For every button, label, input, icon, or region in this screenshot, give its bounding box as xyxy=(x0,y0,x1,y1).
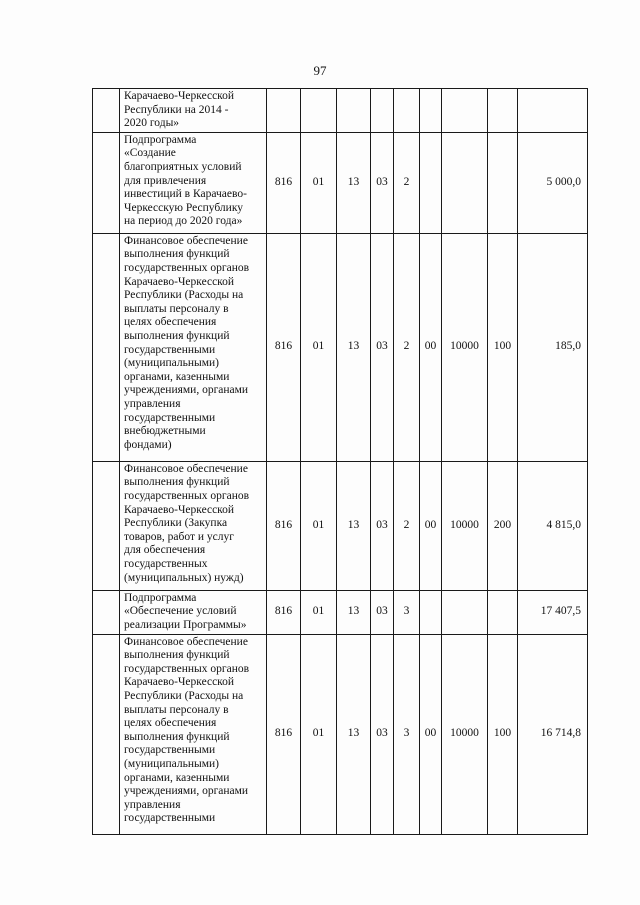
target-item-cell: 10000 xyxy=(442,634,488,834)
expense-type-cell: 200 xyxy=(488,461,518,590)
description-line: Подпрограмма xyxy=(124,133,197,146)
description-line: государственных органов xyxy=(124,489,250,502)
description-line: государственными xyxy=(124,744,216,757)
target-item-cell: 10000 xyxy=(442,233,488,461)
target-subprogram-cell: 3 xyxy=(394,634,420,834)
subsection-code-cell: 13 xyxy=(337,590,371,634)
row-number-cell xyxy=(93,89,120,133)
target-program-cell: 03 xyxy=(371,461,394,590)
description-line: Финансовое обеспечение xyxy=(124,234,248,247)
ved-code-cell: 816 xyxy=(267,461,301,590)
description-line: выполнения функций xyxy=(124,248,230,261)
target-direction-cell xyxy=(420,590,442,634)
target-direction-cell xyxy=(420,132,442,233)
target-direction-cell: 00 xyxy=(420,233,442,461)
description-line: выплаты персоналу в xyxy=(124,302,229,315)
description-line: государственных органов xyxy=(124,662,250,675)
description-line: целях обеспечения xyxy=(124,717,217,730)
description-cell xyxy=(120,590,267,634)
description-line: Республики на 2014 - xyxy=(124,103,229,116)
target-subprogram-cell: 3 xyxy=(394,590,420,634)
target-direction-cell xyxy=(420,89,442,133)
description-line: (муниципальными) xyxy=(124,357,219,370)
table-row xyxy=(93,132,588,233)
description-line: для обеспечения xyxy=(124,544,206,557)
description-line: благоприятных условий xyxy=(124,160,242,173)
description-line: Финансовое обеспечение xyxy=(124,635,248,648)
description-line: выполнения функций xyxy=(124,649,230,662)
description-cell xyxy=(120,461,267,590)
subsection-code-cell xyxy=(337,89,371,133)
description-line: Республики (Закупка xyxy=(124,517,228,530)
description-line: выполнения функций xyxy=(124,476,230,489)
description-line: выплаты персоналу в xyxy=(124,703,229,716)
target-item-cell xyxy=(442,132,488,233)
description-line: товаров, работ и услуг xyxy=(124,530,234,543)
target-program-cell: 03 xyxy=(371,233,394,461)
row-number-cell xyxy=(93,233,120,461)
description-line: Карачаево-Черкесской xyxy=(124,275,235,288)
table-row xyxy=(93,233,588,461)
amount-cell: 185,0 xyxy=(518,233,588,461)
row-number-cell xyxy=(93,634,120,834)
description-cell xyxy=(120,634,267,834)
subsection-code-cell: 13 xyxy=(337,461,371,590)
description-line: государственными xyxy=(124,343,216,356)
subsection-code-cell: 13 xyxy=(337,233,371,461)
target-program-cell: 03 xyxy=(371,634,394,834)
description-line: Республики (Расходы на xyxy=(124,689,244,702)
table-row xyxy=(93,461,588,590)
description-line: Финансовое обеспечение xyxy=(124,462,248,475)
section-code-cell: 01 xyxy=(301,233,337,461)
description-line: фондами) xyxy=(124,438,172,451)
target-direction-cell: 00 xyxy=(420,634,442,834)
table-row xyxy=(93,634,588,834)
expense-type-cell: 100 xyxy=(488,634,518,834)
target-item-cell xyxy=(442,89,488,133)
target-subprogram-cell xyxy=(394,89,420,133)
description-line: на период до 2020 года» xyxy=(124,215,243,228)
amount-cell: 17 407,5 xyxy=(518,590,588,634)
description-line: управления xyxy=(124,798,181,811)
ved-code-cell: 816 xyxy=(267,132,301,233)
description-line: государственными xyxy=(124,812,216,825)
description-line: Республики (Расходы на xyxy=(124,289,244,302)
description-line: целях обеспечения xyxy=(124,316,217,329)
subsection-code-cell: 13 xyxy=(337,634,371,834)
target-program-cell: 03 xyxy=(371,590,394,634)
description-line: Карачаево-Черкесской xyxy=(124,90,235,102)
section-code-cell: 01 xyxy=(301,461,337,590)
description-line: выполнения функций xyxy=(124,329,230,342)
expense-type-cell xyxy=(488,590,518,634)
description-line: 2020 годы» xyxy=(124,117,180,130)
description-line: учреждениями, органами xyxy=(124,384,249,397)
subsection-code-cell: 13 xyxy=(337,132,371,233)
amount-cell: 5 000,0 xyxy=(518,132,588,233)
description-line: управления xyxy=(124,397,181,410)
section-code-cell: 01 xyxy=(301,590,337,634)
section-code-cell: 01 xyxy=(301,132,337,233)
target-direction-cell: 00 xyxy=(420,461,442,590)
description-line: «Создание xyxy=(124,147,176,160)
page-number: 97 xyxy=(313,63,327,78)
description-line: органами, казенными xyxy=(124,771,230,784)
row-number-cell xyxy=(93,132,120,233)
target-program-cell xyxy=(371,89,394,133)
expense-type-cell xyxy=(488,132,518,233)
target-subprogram-cell: 2 xyxy=(394,132,420,233)
target-subprogram-cell: 2 xyxy=(394,233,420,461)
row-number-cell xyxy=(93,461,120,590)
description-line: учреждениями, органами xyxy=(124,785,249,798)
description-line: внебюджетными xyxy=(124,425,206,438)
description-line: «Обеспечение условий xyxy=(124,605,237,618)
description-line: (муниципальными) xyxy=(124,757,219,770)
ved-code-cell xyxy=(267,89,301,133)
ved-code-cell: 816 xyxy=(267,590,301,634)
ved-code-cell: 816 xyxy=(267,233,301,461)
target-item-cell: 10000 xyxy=(442,461,488,590)
budget-table xyxy=(92,88,588,835)
description-cell xyxy=(120,89,267,133)
description-line: выполнения функций xyxy=(124,730,230,743)
expense-type-cell: 100 xyxy=(488,233,518,461)
table-row xyxy=(93,590,588,634)
amount-cell xyxy=(518,89,588,133)
description-line: органами, казенными xyxy=(124,370,230,383)
target-item-cell xyxy=(442,590,488,634)
description-line: для привлечения xyxy=(124,174,207,187)
table-row xyxy=(93,89,588,133)
amount-cell: 4 815,0 xyxy=(518,461,588,590)
description-line: инвестиций в Карачаево- xyxy=(124,188,247,201)
description-line: Черкесскую Республику xyxy=(124,201,243,214)
description-cell xyxy=(120,233,267,461)
expense-type-cell xyxy=(488,89,518,133)
description-line: государственными xyxy=(124,411,216,424)
description-line: государственных xyxy=(124,557,208,570)
description-cell xyxy=(120,132,267,233)
description-line: Подпрограмма xyxy=(124,591,197,604)
description-line: государственных органов xyxy=(124,261,250,274)
description-line: Карачаево-Черкесской xyxy=(124,503,235,516)
ved-code-cell: 816 xyxy=(267,634,301,834)
section-code-cell xyxy=(301,89,337,133)
target-program-cell: 03 xyxy=(371,132,394,233)
row-number-cell xyxy=(93,590,120,634)
description-line: Карачаево-Черкесской xyxy=(124,676,235,689)
amount-cell: 16 714,8 xyxy=(518,634,588,834)
description-line: реализации Программы» xyxy=(124,618,247,631)
section-code-cell: 01 xyxy=(301,634,337,834)
description-line: (муниципальных) нужд) xyxy=(124,571,244,584)
target-subprogram-cell: 2 xyxy=(394,461,420,590)
